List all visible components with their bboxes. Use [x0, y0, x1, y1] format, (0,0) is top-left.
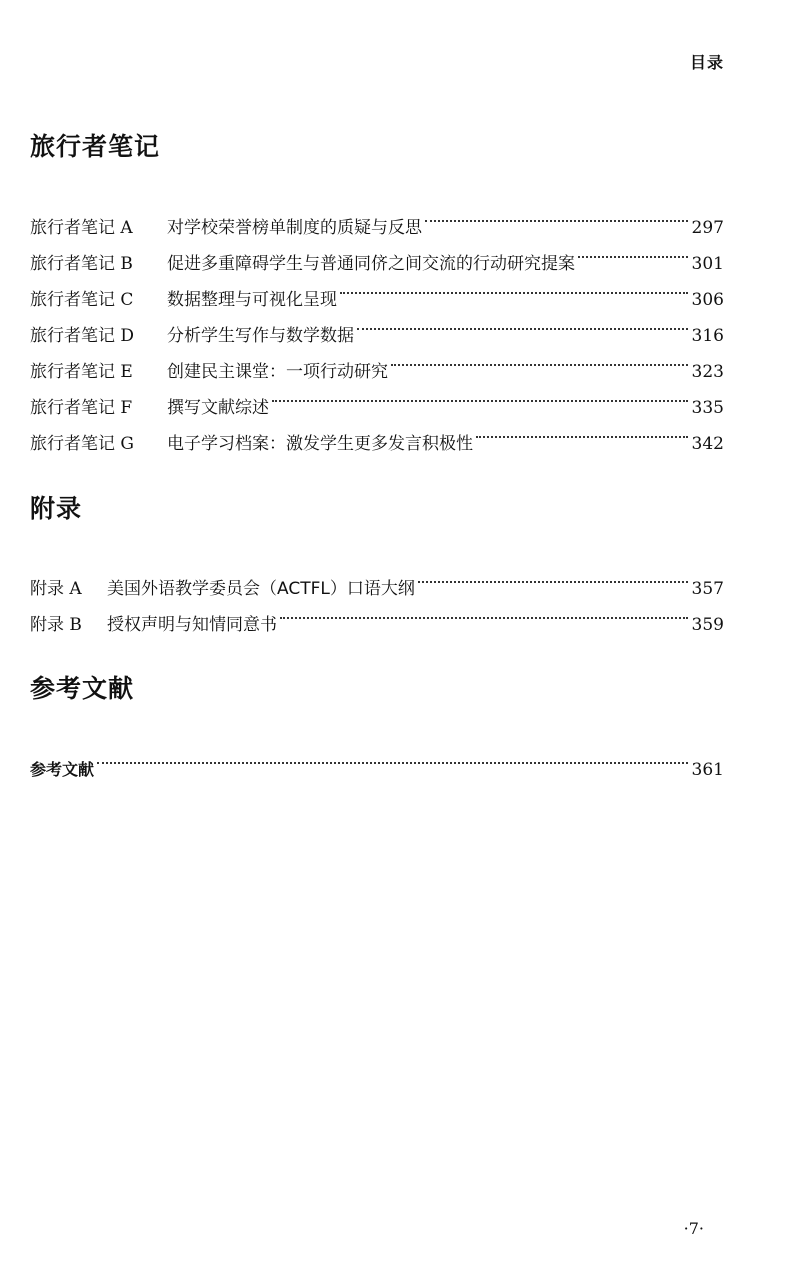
- entry-page-number: 342: [691, 434, 724, 454]
- entry-page-number: 335: [691, 398, 724, 418]
- toc-list: [30, 739, 724, 780]
- entry-label: 旅行者笔记 C: [30, 290, 134, 310]
- entry-label: 旅行者笔记 E: [30, 362, 133, 382]
- entry-page-number: 323: [691, 362, 724, 382]
- entry-label: 参考文献: [30, 760, 95, 779]
- dot-leader: [476, 413, 688, 449]
- entry-page-number: 357: [691, 579, 724, 599]
- entry-title: 撰写文献综述: [167, 398, 269, 418]
- toc-entry[interactable]: [30, 197, 724, 238]
- dot-leader: [340, 269, 688, 305]
- section-heading: 附录: [30, 494, 83, 523]
- entry-page-number: 306: [691, 290, 724, 310]
- dot-leader: [418, 558, 688, 594]
- entry-label: 旅行者笔记 D: [30, 326, 135, 346]
- entry-title: 电子学习档案：激发学生更多发言积极性: [167, 434, 473, 454]
- entry-label: 附录 A: [30, 579, 82, 599]
- section-heading: 参考文献: [30, 674, 135, 703]
- toc-list: [30, 558, 724, 635]
- toc-list: [30, 197, 724, 454]
- entry-label: 旅行者笔记 A: [30, 218, 133, 238]
- entry-title: 创建民主课堂：一项行动研究: [167, 362, 388, 382]
- running-head: 目录: [689, 53, 724, 72]
- entry-label: 旅行者笔记 B: [30, 254, 133, 274]
- section-appendix: [30, 492, 724, 635]
- dot-leader: [280, 594, 688, 630]
- section-travelers-notes: [30, 130, 724, 460]
- entry-title: 授权声明与知情同意书: [107, 615, 277, 635]
- dot-leader: [97, 739, 688, 775]
- entry-page-number: 316: [691, 326, 724, 346]
- dot-leader: [578, 233, 688, 269]
- page-number: ·7·: [683, 1219, 704, 1238]
- entry-label: 旅行者笔记 F: [30, 398, 133, 418]
- entry-title: 数据整理与可视化呈现: [167, 290, 337, 310]
- entry-title: 分析学生写作与数学数据: [167, 326, 354, 346]
- dot-leader: [272, 377, 688, 413]
- section-heading: 旅行者笔记: [30, 132, 161, 161]
- entry-page-number: 301: [691, 254, 724, 274]
- entry-title: 美国外语教学委员会（ACTFL）口语大纲: [107, 579, 415, 599]
- entry-page-number: 359: [691, 615, 724, 635]
- entry-label: 附录 B: [30, 615, 82, 635]
- entry-title: 对学校荣誉榜单制度的质疑与反思: [167, 218, 422, 238]
- dot-leader: [425, 197, 688, 233]
- dot-leader: [357, 305, 688, 341]
- entry-page-number: 297: [691, 218, 724, 238]
- entry-label: 旅行者笔记 G: [30, 434, 134, 454]
- toc-entry[interactable]: [30, 558, 724, 599]
- dot-leader: [391, 341, 688, 377]
- entry-page-number: 361: [691, 760, 724, 780]
- toc-entry[interactable]: [30, 739, 724, 780]
- section-references: [30, 672, 724, 782]
- entry-title: 促进多重障碍学生与普通同侪之间交流的行动研究提案: [167, 254, 575, 274]
